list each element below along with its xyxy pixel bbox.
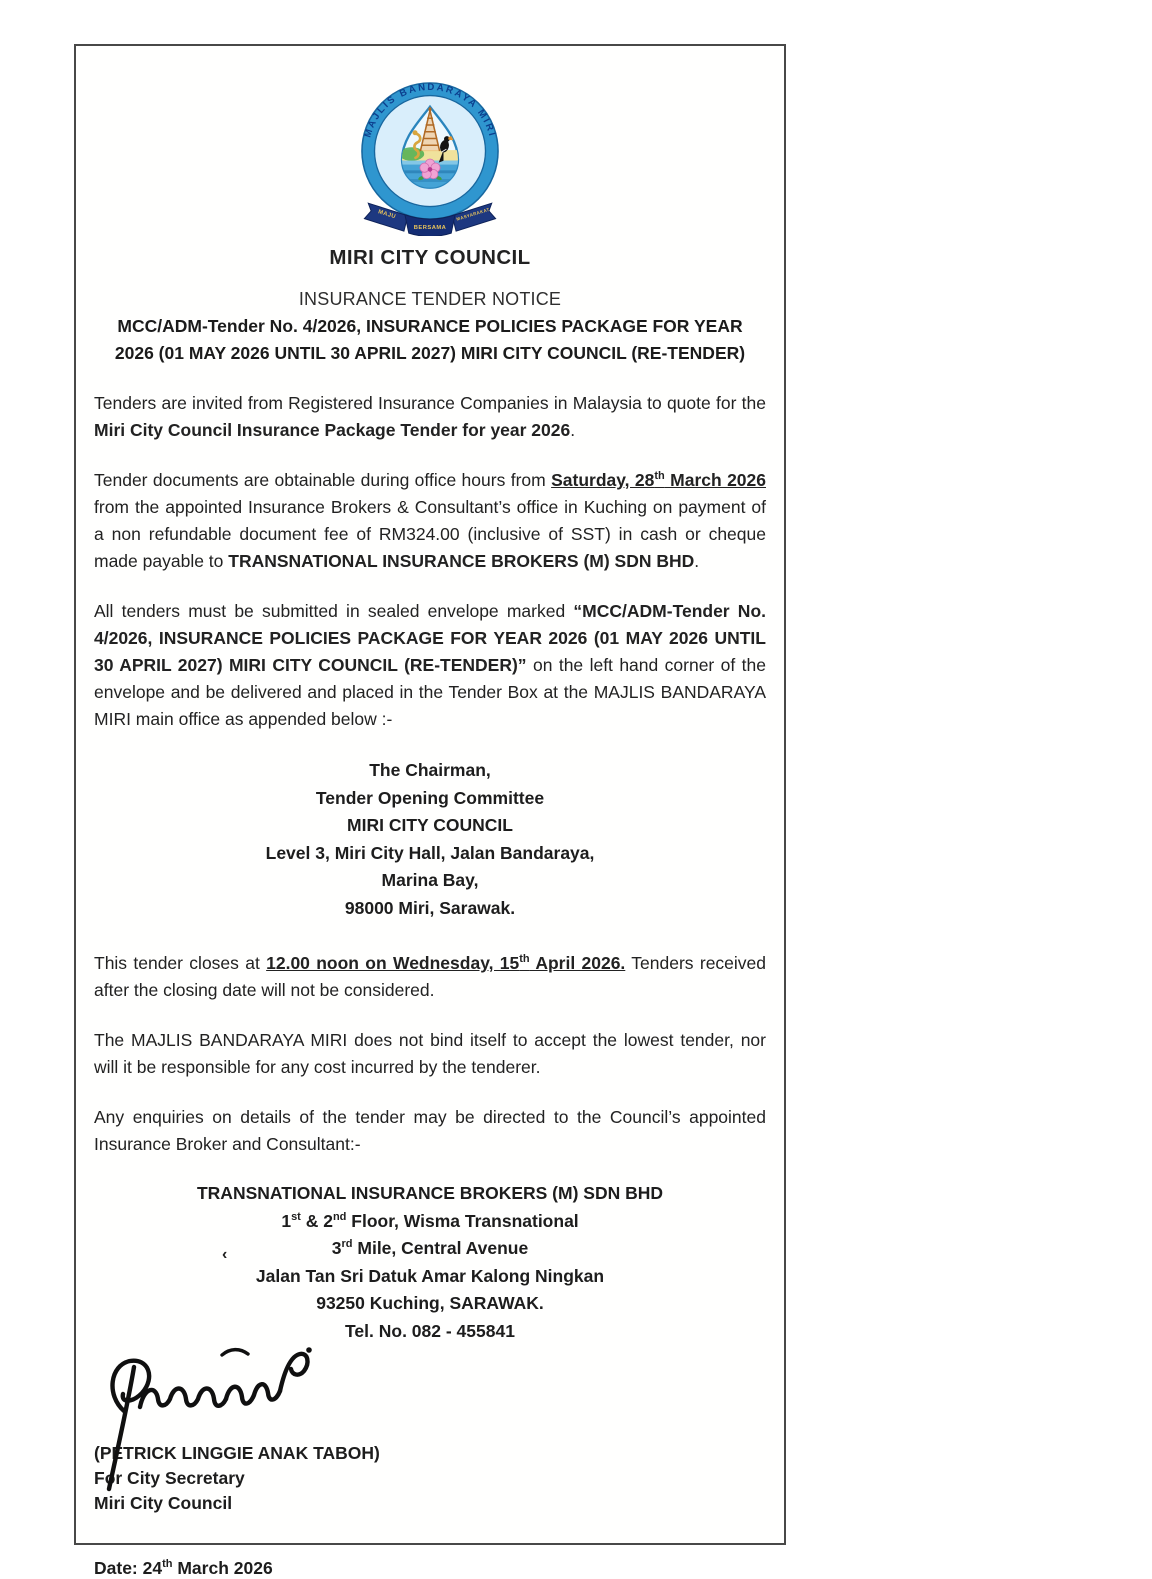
paragraph-enquiries: Any enquiries on details of the tender may be directed to the Council’s appointed Insurance Broker and Consultant:-: [94, 1107, 766, 1154]
scanned-tender-notice-page: [74, 44, 786, 1578]
address-line: MIRI CITY COUNCIL: [347, 815, 513, 835]
signatory-name: (PETRICK LINGGIE ANAK TABOH): [94, 1443, 380, 1463]
paragraph-invitation: [94, 390, 766, 444]
broker-floor-line: 1st & 2nd Floor, Wisma Transnational: [281, 1210, 579, 1231]
broker-city-line: 93250 Kuching, SARAWAK.: [316, 1293, 544, 1313]
ordinal-suffix: th: [654, 470, 665, 483]
address-line: 98000 Miri, Sarawak.: [344, 897, 516, 918]
envelope-marking: “MCC/ADM-Tender No. 4/2026, INSURANCE POLICIES PACKAGE FOR YEAR 2026 (01 MAY 2026 UNTIL 30 APRIL 2027) MIRI CITY COUNCIL (RE-TENDER)”: [94, 601, 766, 675]
ordinal-suffix: th: [162, 1558, 173, 1571]
paragraph-documents: [94, 467, 766, 575]
ribbon-text-bersama: BERSAMA: [413, 225, 447, 232]
broker-name: TRANSNATIONAL INSURANCE BROKERS (M) SDN BHD: [196, 1183, 663, 1203]
address-line: Level 3, Miri City Hall, Jalan Bandaraya,: [265, 842, 595, 863]
address-line: Marina Bay,: [381, 870, 479, 890]
paragraph-no-bind: The MAJLIS BANDARAYA MIRI does not bind itself to accept the lowest tender, nor will it be responsible for any cost incurred by the tenderer.: [94, 1030, 766, 1077]
text-run: Tenders received after the closing date will not be considered.: [94, 953, 767, 1000]
paragraph-submission: [94, 598, 766, 733]
signatory-title: For City Secretary: [94, 1468, 245, 1488]
address-line: The Chairman,: [369, 760, 491, 780]
ribbon-text-maju: MAJU: [377, 209, 397, 221]
text-run: .: [570, 420, 576, 440]
broker-street-line: Jalan Tan Sri Datuk Amar Kalong Ningkan: [255, 1265, 605, 1286]
crest-ring-text: MAJLIS BANDARAYA MIRI: [362, 81, 498, 139]
notice-title: INSURANCE TENDER NOTICE: [298, 289, 562, 309]
ordinal-suffix: th: [519, 953, 530, 966]
tender-heading-line-2: 2026 (01 MAY 2026 UNTIL 30 APRIL 2027) MIRI CITY COUNCIL (RE-TENDER): [114, 343, 746, 363]
payee-name: TRANSNATIONAL INSURANCE BROKERS (M) SDN BHD: [228, 551, 695, 571]
ordinal-suffix: nd: [332, 1210, 347, 1223]
scan-stray-mark: ‹: [222, 1246, 228, 1263]
address-line: Tender Opening Committee: [315, 787, 545, 808]
signatory-org: Miri City Council: [94, 1493, 233, 1513]
closing-deadline: 12.00 noon on Wednesday, 15th April 2026.: [266, 953, 626, 973]
broker-tel-line: Tel. No. 082 - 455841: [345, 1320, 515, 1341]
signatory-block: [94, 1441, 768, 1516]
text-run: Tender documents are obtainable during office hours from: [94, 470, 552, 490]
text-run: This tender closes at: [94, 953, 267, 973]
obtain-date: Saturday, 28th March 2026: [551, 470, 766, 490]
broker-address-block: [92, 1180, 768, 1345]
ordinal-suffix: st: [291, 1210, 301, 1223]
text-run: Tenders are invited from Registered Insurance Companies in Malaysia to quote for the: [94, 393, 766, 413]
ribbon-text-masyarakat: MASYARAKAT: [455, 206, 491, 222]
chairman-address-block: [92, 757, 768, 922]
text-run-bold: Miri City Council Insurance Package Tender for year 2026: [94, 420, 571, 440]
text-run: .: [694, 551, 700, 571]
text-run: on the left hand corner of the envelope and be delivered and placed in the Tender Box at the MAJLIS BANDARAYA MIRI main office as appended below :-: [94, 655, 766, 729]
tender-heading: [92, 313, 768, 367]
tender-heading-line-1: MCC/ADM-Tender No. 4/2026, INSURANCE POLICIES PACKAGE FOR YEAR: [117, 316, 743, 336]
org-name: MIRI CITY COUNCIL: [329, 246, 531, 269]
text-run: All tenders must be submitted in sealed envelope marked: [94, 601, 574, 621]
text-run: from the appointed Insurance Brokers & Consultant’s office in Kuching on payment of a non refundable document fee of RM324.00 (inclusive of SST) in cash or cheque made payable to: [94, 497, 766, 571]
broker-mile-line: 3rd Mile, Central Avenue: [331, 1238, 529, 1258]
ordinal-suffix: rd: [341, 1238, 353, 1251]
date-line: Date: 24th March 2026: [94, 1558, 273, 1578]
paragraph-closing: [94, 950, 766, 1004]
mcc-crest-logo: [345, 70, 515, 236]
